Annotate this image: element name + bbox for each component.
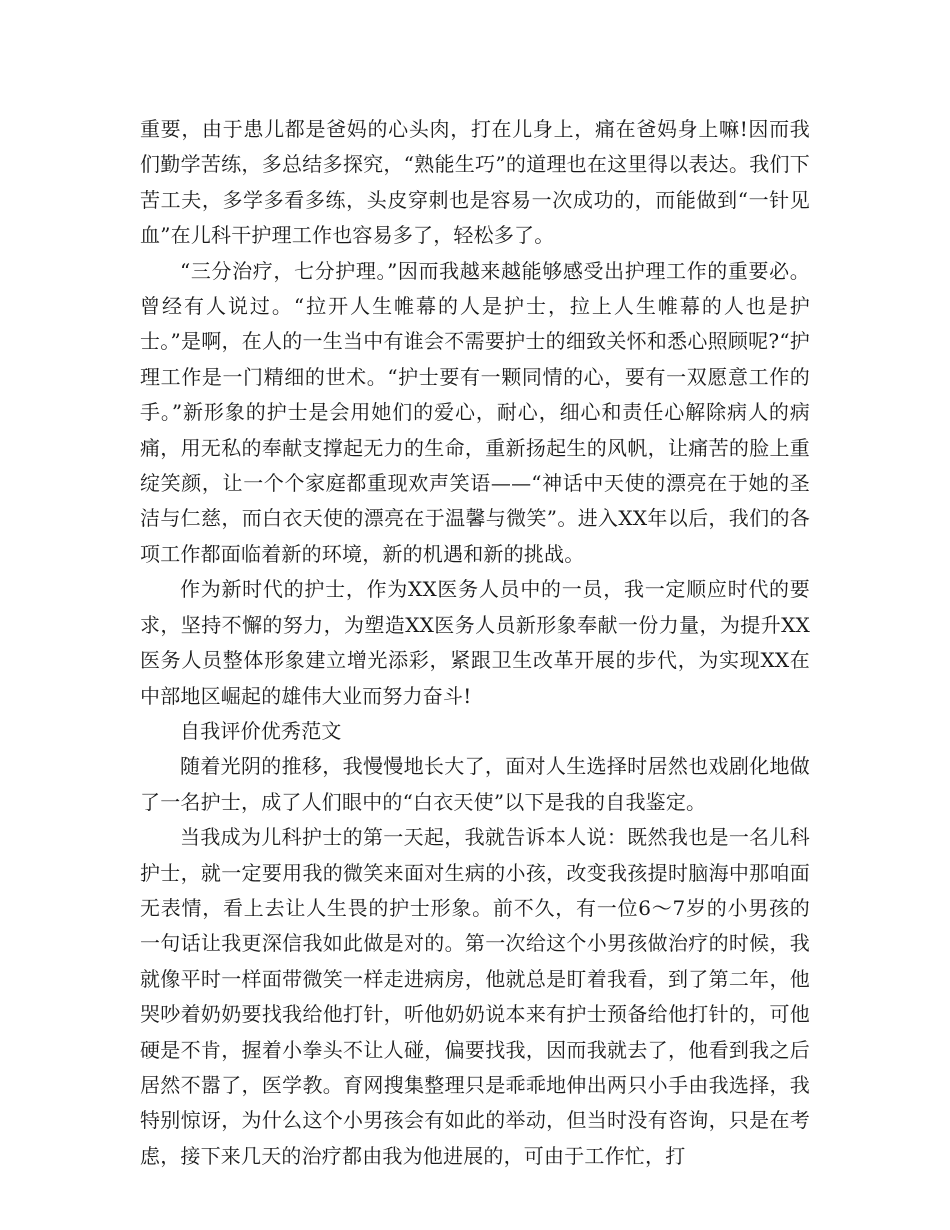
- section-heading: 自我评价优秀范文: [180, 718, 342, 743]
- paragraph-intro: 随着光阴的推移，我慢慢地长大了，面对人生选择时居然也戏剧化地做了一名护士，成了人们眼中的“白衣天使”以下是我的自我鉴定。: [140, 754, 810, 814]
- paragraph-nursing-importance: “三分治疗，七分护理。”因而我越来越能够感受出护理工作的重要必。曾经有人说过。“拉开人生帷幕的人是护士，拉上人生帷幕的人也是护士。”是啊，在人的一生当中有谁会不需要护士的细致关怀和悉心照顾呢?“护理工作是一门精细的世术。“护士要有一颗同情的心，要有一双愿意工作的手。”新形象的护士是会用她们的爱心，耐心，细心和责任心解除病人的病痛，用无私的奉献支撑起无力的生命，重新扬起生的风帆，让痛苦的脸上重绽笑颜，让一个个家庭都重现欢声笑语——“神话中天使的漂亮在于她的圣洁与仁慈，而白衣天使的漂亮在于温馨与微笑”。进入XX年以后，我们的各项工作都面临着新的环境，新的机遇和新的挑战。: [140, 258, 810, 566]
- document-body: [140, 112, 810, 1174]
- paragraph-new-era-nurse: 作为新时代的护士，作为XX医务人员中的一员，我一定顺应时代的要求，坚持不懈的努力，为塑造XX医务人员新形象奉献一份力量，为提升XX医务人员整体形象建立增光添彩，紧跟卫生改革开展的步代，为实现XX在中部地区崛起的雄伟大业而努力奋斗!: [140, 577, 810, 708]
- paragraph-continuation: 重要，由于患儿都是爸妈的心头肉，打在儿身上，痛在爸妈身上嘛!因而我们勤学苦练，多总结多探究，“熟能生巧”的道理也在这里得以表达。我们下苦工夫，多学多看多练，头皮穿刺也是容易一次成功的，而能做到“一针见血”在儿科干护理工作也容易多了，轻松多了。: [140, 117, 810, 248]
- paragraph-pediatric-story: 当我成为儿科护士的第一天起，我就告诉本人说：既然我也是一名儿科护士，就一定要用我的微笑来面对生病的小孩，改变我孩提时脑海中那咱面无表情，看上去让人生畏的护士形象。前不久，有一位6～7岁的小男孩的一句话让我更深信我如此做是对的。第一次给这个小男孩做治疗的时候，我就像平时一样面带微笑一样走进病房，他就总是盯着我看，到了第二年，他哭吵着奶奶要找我给他打针，听他奶奶说本来有护士预备给他打针的，可他硬是不肯，握着小拳头不让人碰，偏要找我，因而我就去了，他看到我之后居然不嚣了，医学教。育网搜集整理只是乖乖地伸出两只小手由我选择，我特别惊讶，为什么这个小男孩会有如此的举动，但当时没有咨询，只是在考虑，接下来几天的治疗都由我为他进展的，可由于工作忙，打: [140, 825, 810, 1168]
